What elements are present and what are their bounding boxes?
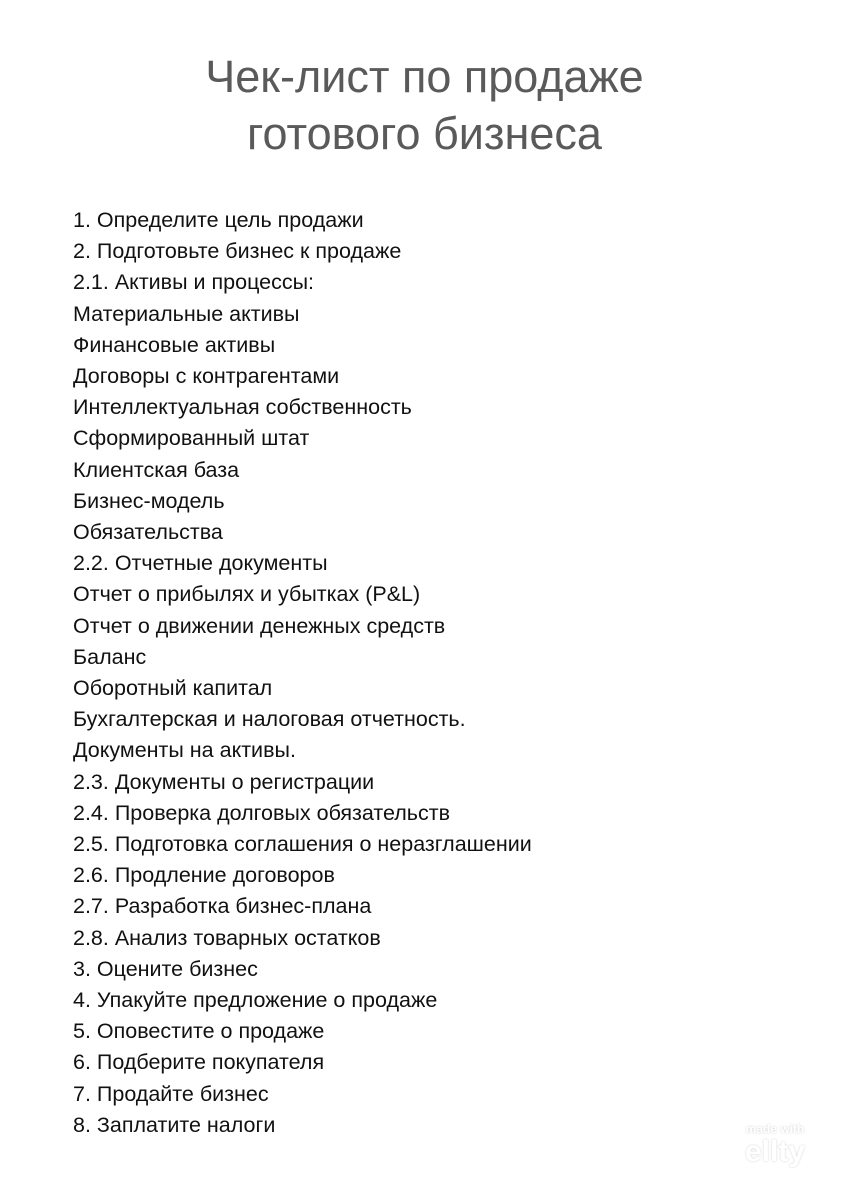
checklist-item: Обязательства <box>73 520 223 545</box>
checklist-item: Отчет о прибылях и убытках (P&L) <box>73 582 421 607</box>
checklist-item: 2.2. Отчетные документы <box>73 551 328 576</box>
title-line-1: Чек-лист по продаже <box>205 51 644 102</box>
checklist-item: Бизнес-модель <box>73 488 225 513</box>
checklist-item: 2.8. Анализ товарных остатков <box>73 925 381 950</box>
checklist-item: 6. Подберите покупателя <box>73 1050 325 1075</box>
checklist-item: Оборотный капитал <box>73 676 273 701</box>
checklist-item: 7. Продайте бизнес <box>73 1081 269 1106</box>
checklist-item: 2.4. Проверка долговых обязательств <box>73 800 451 825</box>
checklist-item: 3. Оцените бизнес <box>73 956 258 981</box>
checklist-item: Документы на активы. <box>73 738 296 763</box>
checklist-item: Баланс <box>73 644 147 669</box>
checklist-item: Материальные активы <box>73 301 300 326</box>
page-title <box>0 48 849 162</box>
checklist-item: Интеллектуальная собственность <box>73 395 412 420</box>
checklist-item: 1. Определите цель продажи <box>73 208 364 232</box>
checklist-item: 8. Заплатите налоги <box>73 1112 276 1137</box>
checklist-item: Финансовые активы <box>73 332 276 357</box>
checklist-item: Договоры с контрагентами <box>73 364 340 389</box>
watermark-brand: ellty <box>745 1135 806 1168</box>
checklist-item: Клиентская база <box>73 457 240 482</box>
checklist-item: 5. Оповестите о продаже <box>73 1019 325 1044</box>
checklist-item: Отчет о движении денежных средств <box>73 613 446 638</box>
checklist-item: 4. Упакуйте предложение о продаже <box>73 988 438 1013</box>
checklist-item: 2.6. Продление договоров <box>73 863 335 888</box>
checklist-item: 2.7. Разработка бизнес-плана <box>73 894 372 919</box>
title-line-2: готового бизнеса <box>247 108 602 159</box>
checklist <box>73 205 532 1141</box>
checklist-item: 2. Подготовьте бизнес к продаже <box>73 239 402 264</box>
checklist-item: Сформированный штат <box>73 426 310 451</box>
watermark-logo <box>745 1122 805 1168</box>
checklist-item: 2.5. Подготовка соглашения о неразглашении <box>73 832 532 857</box>
checklist-item: 2.3. Документы о регистрации <box>73 769 375 794</box>
watermark-small: made with <box>745 1122 805 1136</box>
checklist-item: Бухгалтерская и налоговая отчетность. <box>73 707 466 732</box>
checklist-item: 2.1. Активы и процессы: <box>73 270 315 295</box>
